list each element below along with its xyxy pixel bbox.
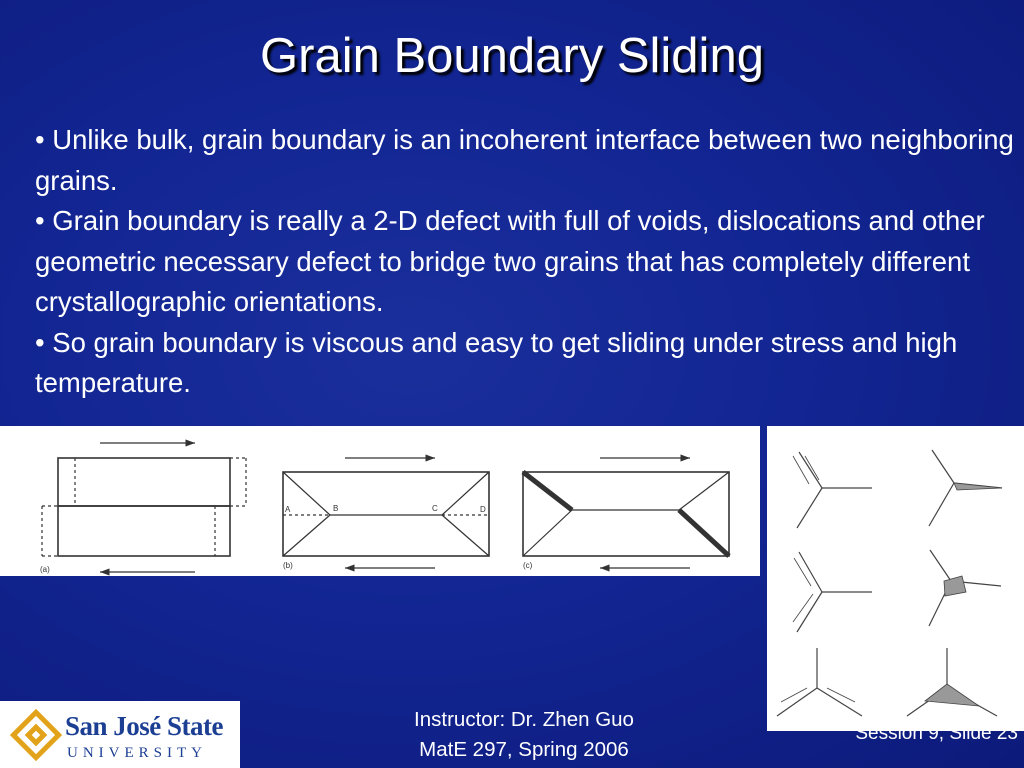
grain-sliding-figure <box>0 426 760 576</box>
bullet-1: • Unlike bulk, grain boundary is an incoherent interface between two neighboring grains. <box>35 124 1014 196</box>
point-label-a: A <box>285 505 291 514</box>
instructor-text: Instructor: Dr. Zhen Guo <box>414 708 634 731</box>
panel-label-a: (a) <box>40 565 50 574</box>
point-label-c: C <box>432 504 438 513</box>
logo-name: San José State <box>65 711 224 741</box>
grain-box-b <box>283 472 489 556</box>
triple-junction-figure <box>767 426 1024 731</box>
course-text: MatE 297, Spring 2006 <box>419 738 629 761</box>
upper-grain <box>58 458 230 506</box>
footer-center <box>360 705 688 765</box>
grain-box-c <box>523 472 729 556</box>
slide-number: Session 9, Slide 23 <box>855 723 1018 744</box>
point-label-d: D <box>480 505 486 514</box>
slide-title: Grain Boundary Sliding <box>260 29 764 83</box>
panel-label-b: (b) <box>283 561 293 570</box>
lower-grain <box>58 506 230 556</box>
seal-icon <box>10 709 62 761</box>
point-label-b: B <box>333 504 339 513</box>
bullet-2: • Grain boundary is really a 2-D defect with full of voids, dislocations and other geometric necessary defect to bridge two grains that has completely different crystallographic orientations. <box>35 205 985 317</box>
logo-subtitle: UNIVERSITY <box>67 745 207 761</box>
panel-label-c: (c) <box>523 561 533 570</box>
bullet-3: • So grain boundary is viscous and easy to get sliding under stress and high temperature. <box>35 326 958 398</box>
bullet-list <box>35 120 1015 404</box>
university-logo <box>0 701 240 768</box>
